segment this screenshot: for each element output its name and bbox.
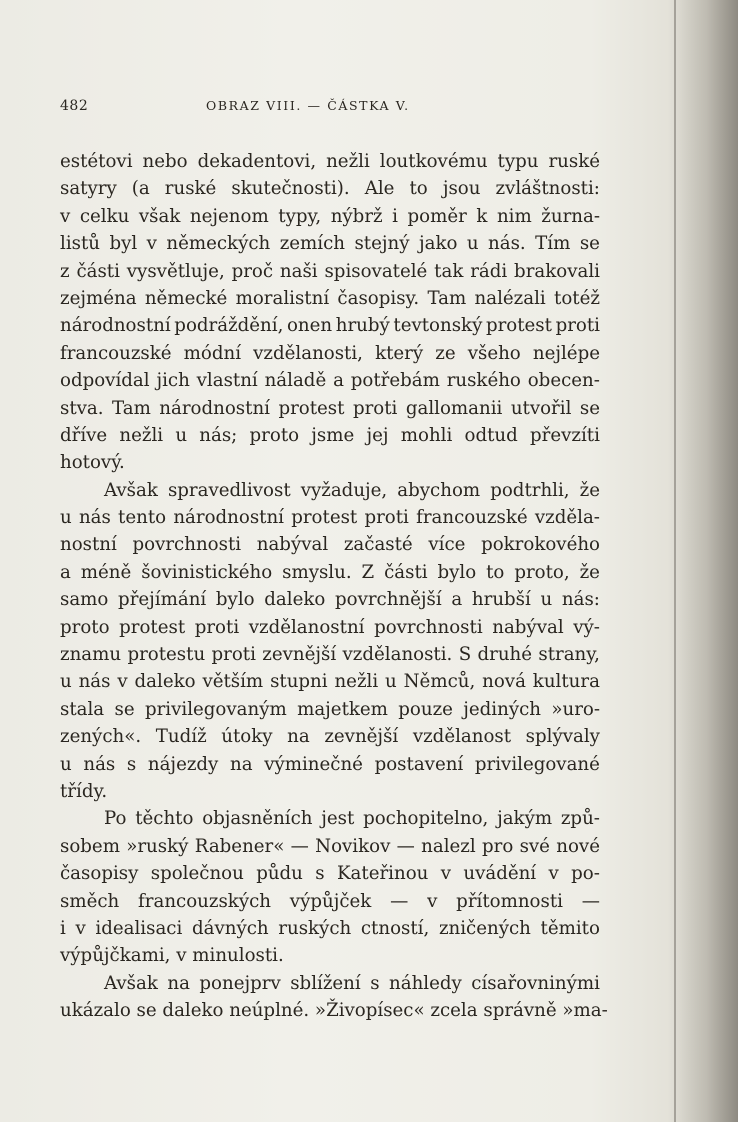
text-line: Po těchto objasněních jest pochopitelno, jakým způ- xyxy=(104,808,600,830)
text-line: estétovi nebo dekadentovi, nežli loutkovému typu ruské xyxy=(60,151,600,172)
text-line: zených«. Tudíž útoky na zevnější vzdělanost splývaly xyxy=(60,726,600,748)
text-line: stala se privilegovaným majetkem pouze jediných »uro- xyxy=(60,698,600,720)
page-gutter-shadow xyxy=(668,0,738,1122)
body-text xyxy=(60,148,608,1025)
text-line: třídy. xyxy=(60,780,108,802)
text-line: z části vysvětluje, proč naši spisovatelé tak rádi brakovali xyxy=(60,260,600,282)
text-line: znamu protestu proti zevnější vzdělanosti. S druhé strany, xyxy=(60,644,600,666)
text-line: stva. Tam národnostní protest proti gallomanii utvořil se xyxy=(60,397,600,419)
paragraph xyxy=(60,477,600,806)
text-line: časopisy společnou půdu s Kateřinou v uvádění v po- xyxy=(60,863,600,885)
text-line: listů byl v německých zemích stejný jako u nás. Tím se xyxy=(60,233,600,255)
text-line: národnostní podráždění, onen hrubý tevtonský protest proti xyxy=(60,315,600,337)
text-line: samo přejímání bylo daleko povrchnější a hrubší u nás: xyxy=(60,589,600,611)
paragraph xyxy=(60,805,600,969)
text-line: i v idealisaci dávných ruských ctností, zničených těmito xyxy=(60,917,600,939)
text-line: směch francouzských výpůjček — v přítomnosti — xyxy=(60,890,600,912)
paragraph xyxy=(60,970,608,1025)
text-line: hotový. xyxy=(60,452,125,474)
text-line: ukázalo se daleko neúplné. »Živopísec« zcela správně »ma- xyxy=(60,1000,608,1022)
text-line: v celku však nejenom typy, nýbrž i poměr k nim žurna- xyxy=(60,205,600,227)
page-edge xyxy=(674,0,676,1122)
text-line: u nás s nájezdy na výminečné postavení privilegované xyxy=(60,753,600,775)
text-line: nostní povrchnosti nabýval začasté více pokrokového xyxy=(60,534,600,556)
text-line: Avšak na ponejprv sblížení s náhledy císařovninými xyxy=(104,972,600,994)
text-line: zejména německé moralistní časopisy. Tam nalézali totéž xyxy=(60,287,600,309)
text-line: Avšak spravedlivost vyžaduje, abychom podtrhli, že xyxy=(104,479,600,501)
text-line: sobem »ruský Rabener« — Novikov — nalezl pro své nové xyxy=(60,835,600,857)
text-line: odpovídal jich vlastní náladě a potřebám ruského obecen- xyxy=(60,370,600,392)
text-line: a méně šovinistického smyslu. Z části bylo to proto, že xyxy=(60,561,600,583)
text-line: proto protest proti vzdělanostní povrchnosti nabýval vý- xyxy=(60,616,600,638)
running-head xyxy=(60,98,620,122)
text-line: satyry (a ruské skutečnosti). Ale to jsou zvláštnosti: xyxy=(60,178,600,200)
text-line: u nás tento národnostní protest proti francouzské vzděla- xyxy=(60,507,600,529)
chapter-heading: OBRAZ VIII. — ČÁSTKA V. xyxy=(206,98,410,113)
text-line: u nás v daleko větším stupni nežli u Němců, nová kultura xyxy=(60,671,600,693)
text-line: dříve nežli u nás; proto jsme jej mohli odtud převzíti xyxy=(60,424,600,446)
paragraph xyxy=(60,148,600,477)
text-line: francouzské módní vzdělanosti, který ze všeho nejlépe xyxy=(60,342,600,364)
page-number: 482 xyxy=(60,98,89,114)
text-line: výpůjčkami, v minulosti. xyxy=(60,945,284,967)
